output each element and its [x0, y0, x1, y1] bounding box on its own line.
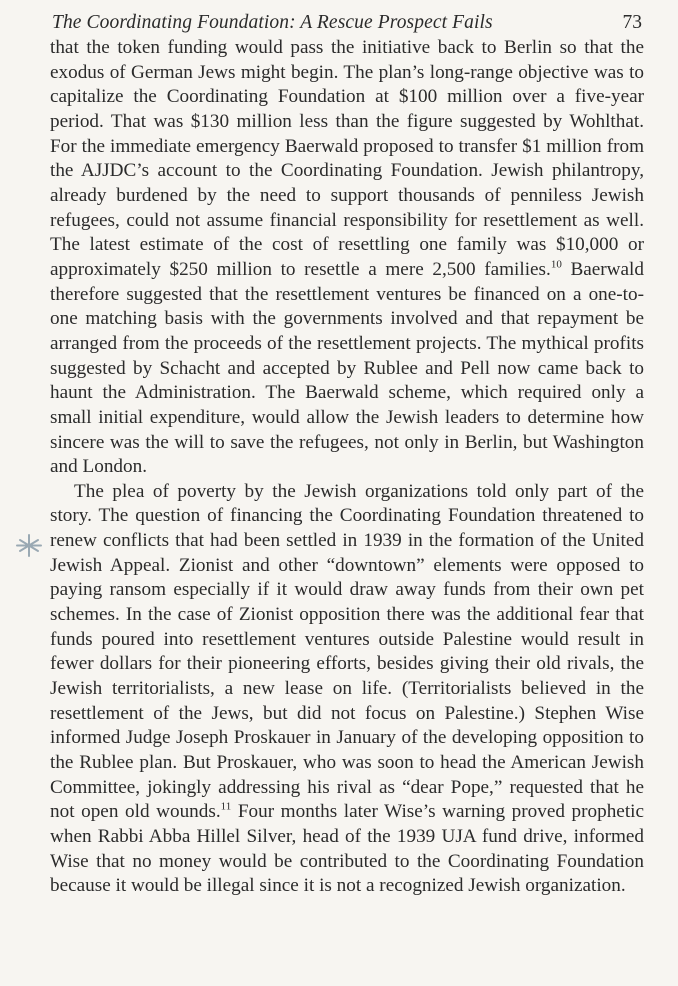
- paragraph-1-text-cont: Baerwald therefore suggested that the resettlement ventures be financed on a one-to-one matching basis with the governments involved and that repayment be arranged from the proceeds of the resettlement projects. The mythical profits suggested by Schacht and accepted by Rublee and Pell now came back to haunt the Administration. The Baerwald scheme, which required only a small initial expenditure, would allow the Jewish leaders to determine how sincere was the will to save the refugees, not only in Berlin, but Washington and London.: [50, 258, 644, 478]
- running-title: The Coordinating Foundation: A Rescue Prospect Fails: [52, 12, 493, 33]
- body-text: [50, 36, 644, 899]
- page-number: 73: [622, 12, 642, 33]
- paragraph-2-text-cont: Four months later Wise’s warning proved prophetic when Rabbi Abba Hillel Silver, head of the 1939 UJA fund drive, informed Wise that no money would be contributed to the Coordinating Foundation because it would be illegal since it is not a recognized Jewish organization.: [50, 801, 644, 897]
- paragraph-2: [50, 480, 644, 899]
- paragraph-2-text: The plea of poverty by the Jewish organizations told only part of the story. The question of financing the Coordinating Foundation threatened to renew conflicts that had been settled in 1939 in the formation of the United Jewish Appeal. Zionist and other “downtown” elements were opposed to paying ransom especially if it would draw away funds from their own pet schemes. In the case of Zionist opposition there was the additional fear that funds poured into resettlement ventures outside Palestine would result in fewer dollars for their pioneering efforts, besides giving their old rivals, the Jewish territorialists, a new lease on life. (Territorialists believed in the resettlement of the Jews, but did not focus on Palestine.) Stephen Wise informed Judge Joseph Proskauer in January of the developing opposition to the Rublee plan. But Proskauer, who was soon to head the American Jewish Committee, jokingly addressing his rival as “dear Pope,” requested that he not open old wounds.: [50, 480, 644, 823]
- paragraph-1: [50, 36, 644, 480]
- footnote-ref-11[interactable]: 11: [220, 800, 232, 813]
- paragraph-1-text: that the token funding would pass the initiative back to Berlin so that the exodus of German Jews might begin. The plan’s long-range objective was to capitalize the Coordinating Foundation at $100 million over a five-year period. That was $130 million less than the figure suggested by Wohlthat. For the immediate emergency Baerwald proposed to transfer $1 million from the AJJDC’s account to the Coordinating Foundation. Jewish philantropy, already burdened by the need to support thousands of penniless Jewish refugees, could not assume financial responsibility for resettlement as well. The latest estimate of the cost of resettling one family was $10,000 or approximately $250 million to resettle a mere 2,500 families.: [50, 37, 644, 280]
- asterisk-pen-mark-icon: [14, 530, 44, 560]
- footnote-ref-10[interactable]: 10: [550, 258, 562, 271]
